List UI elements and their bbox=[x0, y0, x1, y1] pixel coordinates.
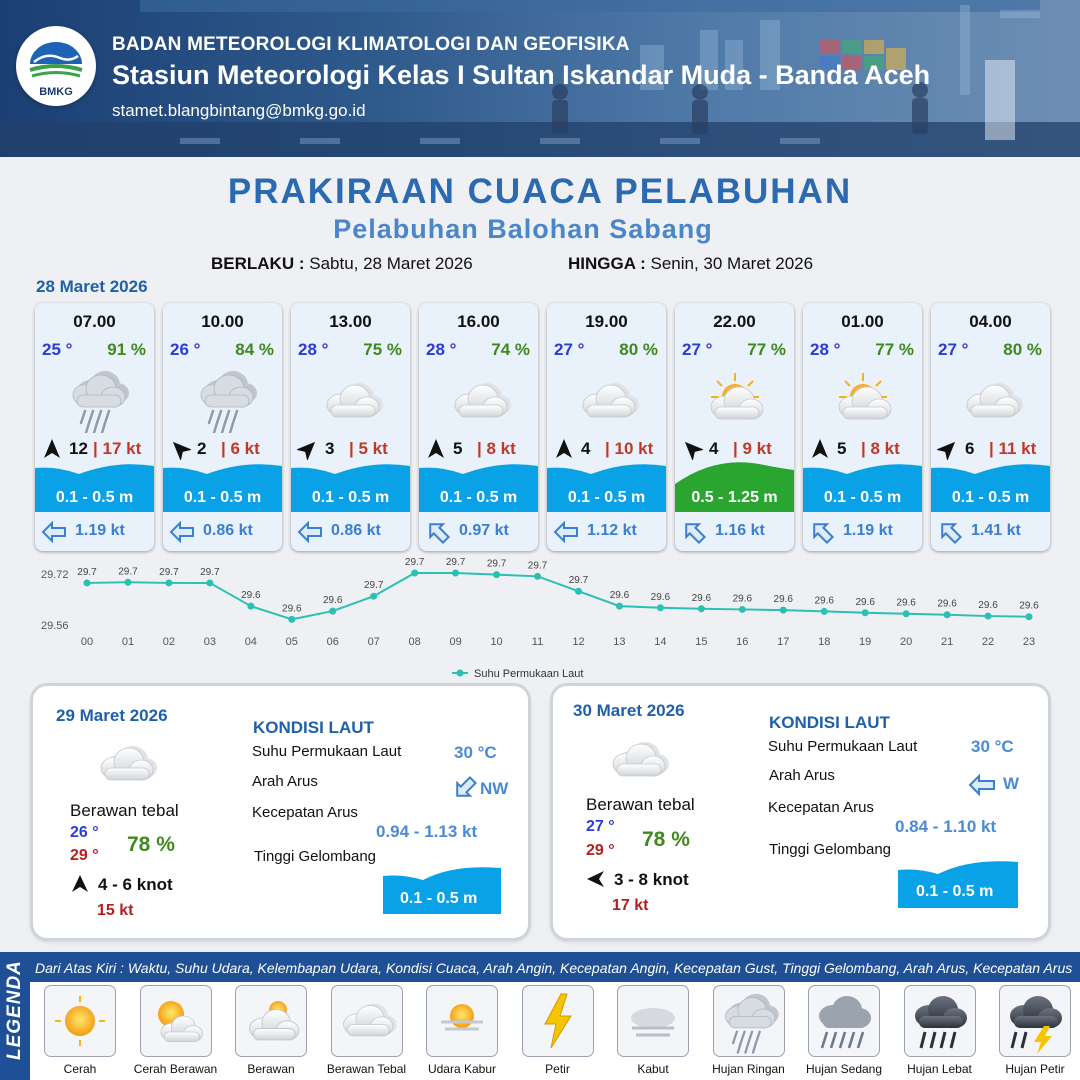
wave-label: Tinggi Gelombang bbox=[254, 848, 377, 865]
x-tick-label: 13 bbox=[613, 636, 626, 648]
header-banner bbox=[0, 0, 1080, 157]
current-arrow-icon bbox=[809, 520, 835, 544]
card-wave-height: 0.5 - 1.25 m bbox=[691, 489, 778, 506]
data-point bbox=[493, 571, 500, 578]
wave-value: 0.1 - 0.5 m bbox=[400, 890, 478, 907]
card-gust: | 11 kt bbox=[989, 439, 1037, 458]
legend-label: Hujan Ringan bbox=[712, 1062, 785, 1076]
card-wave-height: 0.1 - 0.5 m bbox=[567, 489, 646, 506]
legend-label: Petir bbox=[545, 1062, 570, 1076]
legend-item bbox=[229, 986, 313, 1076]
hujan-ringan-icon bbox=[714, 986, 784, 1056]
card-temperature: 27 ° bbox=[682, 340, 713, 359]
data-point bbox=[370, 593, 377, 600]
panel-temp-min: 27 ° bbox=[586, 818, 615, 835]
card-time: 13.00 bbox=[329, 312, 372, 331]
legend-item bbox=[516, 986, 600, 1076]
wind-arrow-icon bbox=[297, 438, 319, 460]
card-wave-height: 0.1 - 0.5 m bbox=[55, 489, 134, 506]
current-dir-label: Arah Arus bbox=[252, 773, 318, 790]
berawan-icon bbox=[236, 986, 306, 1056]
card-gust: | 6 kt bbox=[221, 439, 260, 458]
card-current-speed: 1.19 kt bbox=[75, 522, 125, 539]
bmkg-logo-icon bbox=[16, 26, 96, 106]
legend-label: Berawan Tebal bbox=[326, 1062, 407, 1076]
x-tick-label: 11 bbox=[531, 636, 544, 648]
x-tick-label: 15 bbox=[695, 636, 708, 648]
data-label: 29.7 bbox=[486, 558, 507, 570]
card-wave-height: 0.1 - 0.5 m bbox=[951, 489, 1030, 506]
card-time: 10.00 bbox=[201, 312, 244, 331]
card-humidity: 74 % bbox=[491, 340, 530, 359]
data-label: 29.6 bbox=[609, 590, 630, 602]
card-temperature: 25 ° bbox=[42, 340, 73, 359]
berawan-tebal-icon bbox=[313, 363, 389, 433]
x-tick-label: 04 bbox=[244, 636, 257, 648]
card-temperature: 28 ° bbox=[810, 340, 841, 359]
data-point bbox=[288, 616, 295, 623]
card-gust-value: 11 kt bbox=[998, 439, 1037, 458]
day-panel-1 bbox=[33, 686, 528, 938]
card-wave-height: 0.1 - 0.5 m bbox=[439, 489, 518, 506]
current-dir-value: NW bbox=[480, 779, 509, 798]
berawan-tebal-icon bbox=[569, 363, 645, 433]
legend-label: Hujan Sedang bbox=[805, 1062, 883, 1076]
legend-label: Hujan Lebat bbox=[907, 1062, 972, 1076]
sst-label: Suhu Permukaan Laut bbox=[252, 743, 402, 760]
card-humidity: 77 % bbox=[747, 340, 786, 359]
current-arrow-icon bbox=[681, 520, 707, 544]
data-label: 29.7 bbox=[404, 557, 425, 568]
station-email[interactable]: stamet.blangbintang@bmkg.go.id bbox=[112, 101, 366, 120]
current-speed-value: 0.84 - 1.10 kt bbox=[895, 817, 997, 836]
legend-label: Cerah bbox=[63, 1062, 97, 1076]
legend-item bbox=[993, 986, 1077, 1076]
legend-label: Cerah Berawan bbox=[133, 1062, 218, 1076]
data-point bbox=[616, 603, 623, 610]
data-point bbox=[657, 604, 664, 611]
berawan-tebal-icon bbox=[332, 986, 402, 1056]
panel-wind: 4 - 6 knot bbox=[98, 875, 173, 894]
legend-icon-box bbox=[332, 986, 402, 1056]
x-tick-label: 17 bbox=[777, 636, 790, 648]
forecast-card bbox=[931, 303, 1050, 551]
wave-label: Tinggi Gelombang bbox=[769, 841, 892, 858]
day1-date: 28 Maret 2026 bbox=[36, 277, 148, 296]
data-point bbox=[206, 579, 213, 586]
current-speed-value: 0.94 - 1.13 kt bbox=[376, 822, 478, 841]
data-label: 29.6 bbox=[691, 592, 712, 604]
data-point bbox=[247, 603, 254, 610]
current-arrow-icon bbox=[41, 520, 67, 544]
wave-value: 0.1 - 0.5 m bbox=[916, 883, 994, 900]
data-point bbox=[1026, 613, 1033, 620]
current-arrow-icon bbox=[937, 520, 963, 544]
legend-icon-box bbox=[427, 986, 497, 1056]
data-label: 29.6 bbox=[814, 595, 834, 607]
panel-temp-max: 29 ° bbox=[586, 842, 615, 859]
day-panel-2 bbox=[553, 686, 1048, 938]
current-arrow-icon bbox=[297, 520, 323, 544]
data-label: 29.7 bbox=[159, 566, 179, 578]
panel-condition: Berawan tebal bbox=[586, 795, 695, 814]
data-point bbox=[944, 611, 951, 618]
card-gust-value: 8 kt bbox=[870, 439, 900, 458]
legend-icon-box bbox=[905, 986, 975, 1056]
kondisi-laut-title: KONDISI LAUT bbox=[769, 713, 890, 732]
data-point bbox=[821, 608, 828, 615]
panel-gust: 17 kt bbox=[612, 897, 649, 914]
current-dir-label: Arah Arus bbox=[769, 767, 835, 784]
legend-label: Udara Kabur bbox=[427, 1062, 497, 1076]
data-point bbox=[903, 610, 910, 617]
valid-to bbox=[568, 254, 813, 274]
data-point bbox=[411, 570, 418, 577]
x-tick-label: 10 bbox=[490, 636, 503, 648]
x-tick-label: 22 bbox=[981, 636, 995, 648]
x-tick-label: 00 bbox=[80, 636, 94, 648]
panel-condition: Berawan tebal bbox=[70, 801, 179, 820]
x-tick-label: 03 bbox=[203, 636, 216, 648]
data-point bbox=[534, 573, 541, 580]
legend-label: Hujan Petir bbox=[1005, 1062, 1065, 1076]
card-wind-speed: 5 bbox=[837, 439, 847, 458]
page-title: PRAKIRAAN CUACA PELABUHAN bbox=[227, 172, 853, 211]
card-gust: | 17 kt bbox=[93, 439, 142, 458]
legend-side bbox=[0, 952, 30, 1080]
card-current-speed: 1.19 kt bbox=[843, 522, 893, 539]
card-gust: | 8 kt bbox=[861, 439, 900, 458]
forecast-card bbox=[35, 303, 154, 551]
card-gust: | 10 kt bbox=[605, 439, 654, 458]
legend-label: Kabut bbox=[637, 1062, 669, 1076]
card-humidity: 75 % bbox=[363, 340, 402, 359]
x-tick-label: 07 bbox=[367, 636, 380, 648]
valid-from-label: BERLAKU : bbox=[211, 254, 305, 273]
hujan-ringan-icon bbox=[185, 363, 261, 433]
x-tick-label: 08 bbox=[408, 636, 421, 648]
card-time: 16.00 bbox=[457, 312, 500, 331]
current-speed-label: Kecepatan Arus bbox=[252, 804, 358, 821]
legend-icon-box bbox=[45, 986, 115, 1056]
data-label: 29.7 bbox=[200, 566, 220, 578]
card-wind-speed: 4 bbox=[709, 439, 719, 458]
card-temperature: 26 ° bbox=[170, 340, 201, 359]
data-point bbox=[124, 579, 131, 586]
data-label: 29.6 bbox=[937, 598, 957, 610]
card-current-speed: 1.16 kt bbox=[715, 522, 765, 539]
x-tick-label: 06 bbox=[326, 636, 339, 648]
legend-description: Dari Atas Kiri : Waktu, Suhu Udara, Kelembapan Udara, Kondisi Cuaca, Arah Angin, Kecepatan Angin, Kecepatan Gust, Tinggi Gelombang, Arah Arus, Kecepatan Arus bbox=[35, 960, 1073, 976]
x-tick-label: 14 bbox=[654, 636, 667, 648]
card-time: 01.00 bbox=[841, 312, 884, 331]
card-humidity: 80 % bbox=[1003, 340, 1042, 359]
sst-value: 30 °C bbox=[454, 743, 497, 762]
card-gust-value: 6 kt bbox=[230, 439, 260, 458]
card-temperature: 28 ° bbox=[426, 340, 457, 359]
card-humidity: 77 % bbox=[875, 340, 914, 359]
panel-humidity: 78 % bbox=[642, 828, 690, 851]
forecast-card bbox=[291, 303, 410, 551]
card-time: 22.00 bbox=[713, 312, 756, 331]
card-wind-speed: 6 bbox=[965, 439, 975, 458]
card-wave-height: 0.1 - 0.5 m bbox=[823, 489, 902, 506]
data-label: 29.7 bbox=[445, 557, 466, 568]
card-wind-speed: 4 bbox=[581, 439, 591, 458]
x-tick-label: 02 bbox=[162, 636, 176, 648]
hujan-ringan-icon bbox=[57, 363, 133, 433]
x-tick-label: 12 bbox=[572, 636, 585, 648]
card-gust-value: 8 kt bbox=[486, 439, 516, 458]
data-label: 29.7 bbox=[363, 580, 384, 592]
x-tick-label: 18 bbox=[818, 636, 831, 648]
card-gust: | 5 kt bbox=[349, 439, 388, 458]
data-label: 29.6 bbox=[732, 593, 753, 605]
x-tick-label: 19 bbox=[859, 636, 872, 648]
wind-arrow-icon bbox=[425, 438, 447, 460]
panel-temp-max: 29 ° bbox=[70, 847, 99, 864]
data-point bbox=[780, 607, 787, 614]
card-gust-value: 9 kt bbox=[742, 439, 772, 458]
legend-item bbox=[325, 986, 409, 1076]
panel-wind: 3 - 8 knot bbox=[614, 870, 689, 889]
legend-icon-box bbox=[236, 986, 306, 1056]
legend-item bbox=[707, 986, 791, 1076]
valid-from-value: Sabtu, 28 Maret 2026 bbox=[309, 254, 473, 273]
current-arrow-icon bbox=[169, 520, 195, 544]
legend-marker bbox=[457, 670, 464, 677]
card-time: 19.00 bbox=[585, 312, 628, 331]
legend-side-label: LEGENDA bbox=[4, 960, 25, 1060]
forecast-card bbox=[547, 303, 666, 551]
valid-to-value: Senin, 30 Maret 2026 bbox=[650, 254, 814, 273]
legend-icon-box bbox=[618, 986, 688, 1056]
port-name: Pelabuhan Balohan Sabang bbox=[333, 214, 713, 244]
data-label: 29.7 bbox=[527, 560, 548, 572]
y-tick-label: 29.56 bbox=[41, 620, 69, 632]
data-label: 29.7 bbox=[77, 566, 97, 578]
series-line bbox=[87, 573, 1029, 619]
berawan-tebal-icon bbox=[603, 734, 669, 786]
card-temperature: 28 ° bbox=[298, 340, 329, 359]
data-point bbox=[739, 606, 746, 613]
legend-item bbox=[420, 986, 504, 1076]
station-name: Stasiun Meteorologi Kelas I Sultan Iskandar Muda - Banda Aceh bbox=[112, 60, 931, 90]
x-tick-label: 05 bbox=[285, 636, 298, 648]
data-point bbox=[165, 579, 172, 586]
card-wave-height: 0.1 - 0.5 m bbox=[311, 489, 390, 506]
card-wind-speed: 2 bbox=[197, 439, 207, 458]
panel-humidity: 78 % bbox=[127, 833, 175, 856]
sst-label: Suhu Permukaan Laut bbox=[768, 738, 918, 755]
current-arrow-icon bbox=[452, 775, 478, 801]
forecast-card bbox=[419, 303, 538, 551]
legend-item bbox=[134, 986, 218, 1076]
x-tick-label: 01 bbox=[121, 636, 135, 648]
x-tick-label: 21 bbox=[940, 636, 954, 648]
svg-text:BMKG: BMKG bbox=[39, 86, 73, 98]
x-tick-label: 20 bbox=[900, 636, 913, 648]
valid-from bbox=[211, 254, 473, 274]
card-current-speed: 0.86 kt bbox=[203, 522, 253, 539]
cerah-berawan-icon bbox=[141, 986, 211, 1056]
berawan-icon bbox=[825, 363, 901, 433]
card-wind-speed: 3 bbox=[325, 439, 335, 458]
hujan-sedang-icon bbox=[809, 986, 879, 1056]
berawan-tebal-icon bbox=[953, 363, 1029, 433]
data-point bbox=[452, 570, 459, 577]
legend-label: Suhu Permukaan Laut bbox=[474, 668, 584, 680]
card-humidity: 80 % bbox=[619, 340, 658, 359]
forecast-card bbox=[675, 303, 794, 551]
card-humidity: 84 % bbox=[235, 340, 274, 359]
valid-to-label: HINGGA : bbox=[568, 254, 646, 273]
legend-icon-box bbox=[523, 986, 593, 1056]
card-gust: | 8 kt bbox=[477, 439, 516, 458]
data-label: 29.6 bbox=[282, 603, 302, 615]
card-temperature: 27 ° bbox=[554, 340, 585, 359]
legend-item bbox=[802, 986, 886, 1076]
card-gust-value: 10 kt bbox=[614, 439, 654, 458]
legend-item bbox=[898, 986, 982, 1076]
sst-chart bbox=[0, 556, 1080, 686]
card-gust-value: 17 kt bbox=[102, 439, 142, 458]
card-wind-speed: 12 bbox=[69, 439, 88, 458]
data-label: 29.7 bbox=[568, 575, 589, 587]
kondisi-laut-title: KONDISI LAUT bbox=[253, 718, 374, 737]
card-current-speed: 0.86 kt bbox=[331, 522, 381, 539]
data-label: 29.6 bbox=[1019, 600, 1039, 612]
legend-icon-box bbox=[1000, 986, 1070, 1056]
legend-icon-box bbox=[141, 986, 211, 1056]
card-humidity: 91 % bbox=[107, 340, 146, 359]
card-current-speed: 1.41 kt bbox=[971, 522, 1021, 539]
legend-label: Berawan bbox=[247, 1062, 295, 1076]
berawan-icon bbox=[697, 363, 773, 433]
current-arrow-icon bbox=[553, 520, 579, 544]
wind-arrow-icon bbox=[41, 438, 63, 460]
wind-arrow-icon bbox=[169, 438, 191, 460]
data-label: 29.6 bbox=[978, 600, 998, 612]
panel-gust: 15 kt bbox=[97, 902, 134, 919]
data-label: 29.6 bbox=[855, 596, 875, 608]
wind-arrow-icon bbox=[586, 869, 606, 889]
wind-arrow-icon bbox=[70, 874, 90, 894]
card-current-speed: 1.12 kt bbox=[587, 522, 637, 539]
panel-temp-min: 26 ° bbox=[70, 824, 99, 841]
data-label: 29.6 bbox=[896, 597, 916, 609]
legend-icon-box bbox=[714, 986, 784, 1056]
card-current-speed: 0.97 kt bbox=[459, 522, 509, 539]
data-point bbox=[862, 609, 869, 616]
current-arrow-icon bbox=[968, 774, 996, 796]
forecast-card bbox=[163, 303, 282, 551]
data-point bbox=[329, 608, 336, 615]
legend-icon-box bbox=[809, 986, 879, 1056]
wind-arrow-icon bbox=[937, 438, 959, 460]
card-gust: | 9 kt bbox=[733, 439, 772, 458]
card-wind-speed: 5 bbox=[453, 439, 463, 458]
panel-date: 30 Maret 2026 bbox=[573, 701, 685, 720]
current-arrow-icon bbox=[425, 520, 451, 544]
data-point bbox=[698, 605, 705, 612]
card-temperature: 27 ° bbox=[938, 340, 969, 359]
data-label: 29.7 bbox=[118, 566, 138, 578]
udara-kabur-icon bbox=[427, 986, 497, 1056]
berawan-tebal-icon bbox=[441, 363, 517, 433]
data-label: 29.6 bbox=[773, 594, 793, 606]
sst-value: 30 °C bbox=[971, 737, 1014, 756]
current-speed-label: Kecepatan Arus bbox=[768, 799, 874, 816]
data-point bbox=[84, 579, 91, 586]
hujan-petir-icon bbox=[1000, 986, 1070, 1056]
wind-arrow-icon bbox=[553, 438, 575, 460]
panel-date: 29 Maret 2026 bbox=[56, 706, 168, 725]
legend-item bbox=[38, 986, 122, 1076]
data-label: 29.6 bbox=[650, 591, 671, 603]
data-label: 29.6 bbox=[241, 590, 261, 602]
data-point bbox=[985, 613, 992, 620]
wind-arrow-icon bbox=[809, 438, 831, 460]
data-label: 29.6 bbox=[323, 595, 343, 607]
cerah-icon bbox=[45, 986, 115, 1056]
x-tick-label: 09 bbox=[449, 636, 462, 648]
current-dir-value: W bbox=[1003, 774, 1020, 793]
data-point bbox=[575, 588, 582, 595]
legend-item bbox=[611, 986, 695, 1076]
card-wave-height: 0.1 - 0.5 m bbox=[183, 489, 262, 506]
card-time: 04.00 bbox=[969, 312, 1012, 331]
hujan-lebat-icon bbox=[905, 986, 975, 1056]
petir-icon bbox=[523, 986, 593, 1056]
x-tick-label: 23 bbox=[1022, 636, 1036, 648]
x-tick-label: 16 bbox=[736, 636, 749, 648]
card-time: 07.00 bbox=[73, 312, 116, 331]
berawan-tebal-icon bbox=[91, 738, 157, 790]
agency-name: BADAN METEOROLOGI KLIMATOLOGI DAN GEOFISIKA bbox=[112, 34, 630, 55]
card-gust-value: 5 kt bbox=[358, 439, 388, 458]
bmkg-logo bbox=[16, 26, 96, 106]
wind-arrow-icon bbox=[681, 438, 703, 460]
kabut-icon bbox=[618, 986, 688, 1056]
forecast-card bbox=[803, 303, 922, 551]
y-tick-label: 29.72 bbox=[41, 569, 69, 581]
